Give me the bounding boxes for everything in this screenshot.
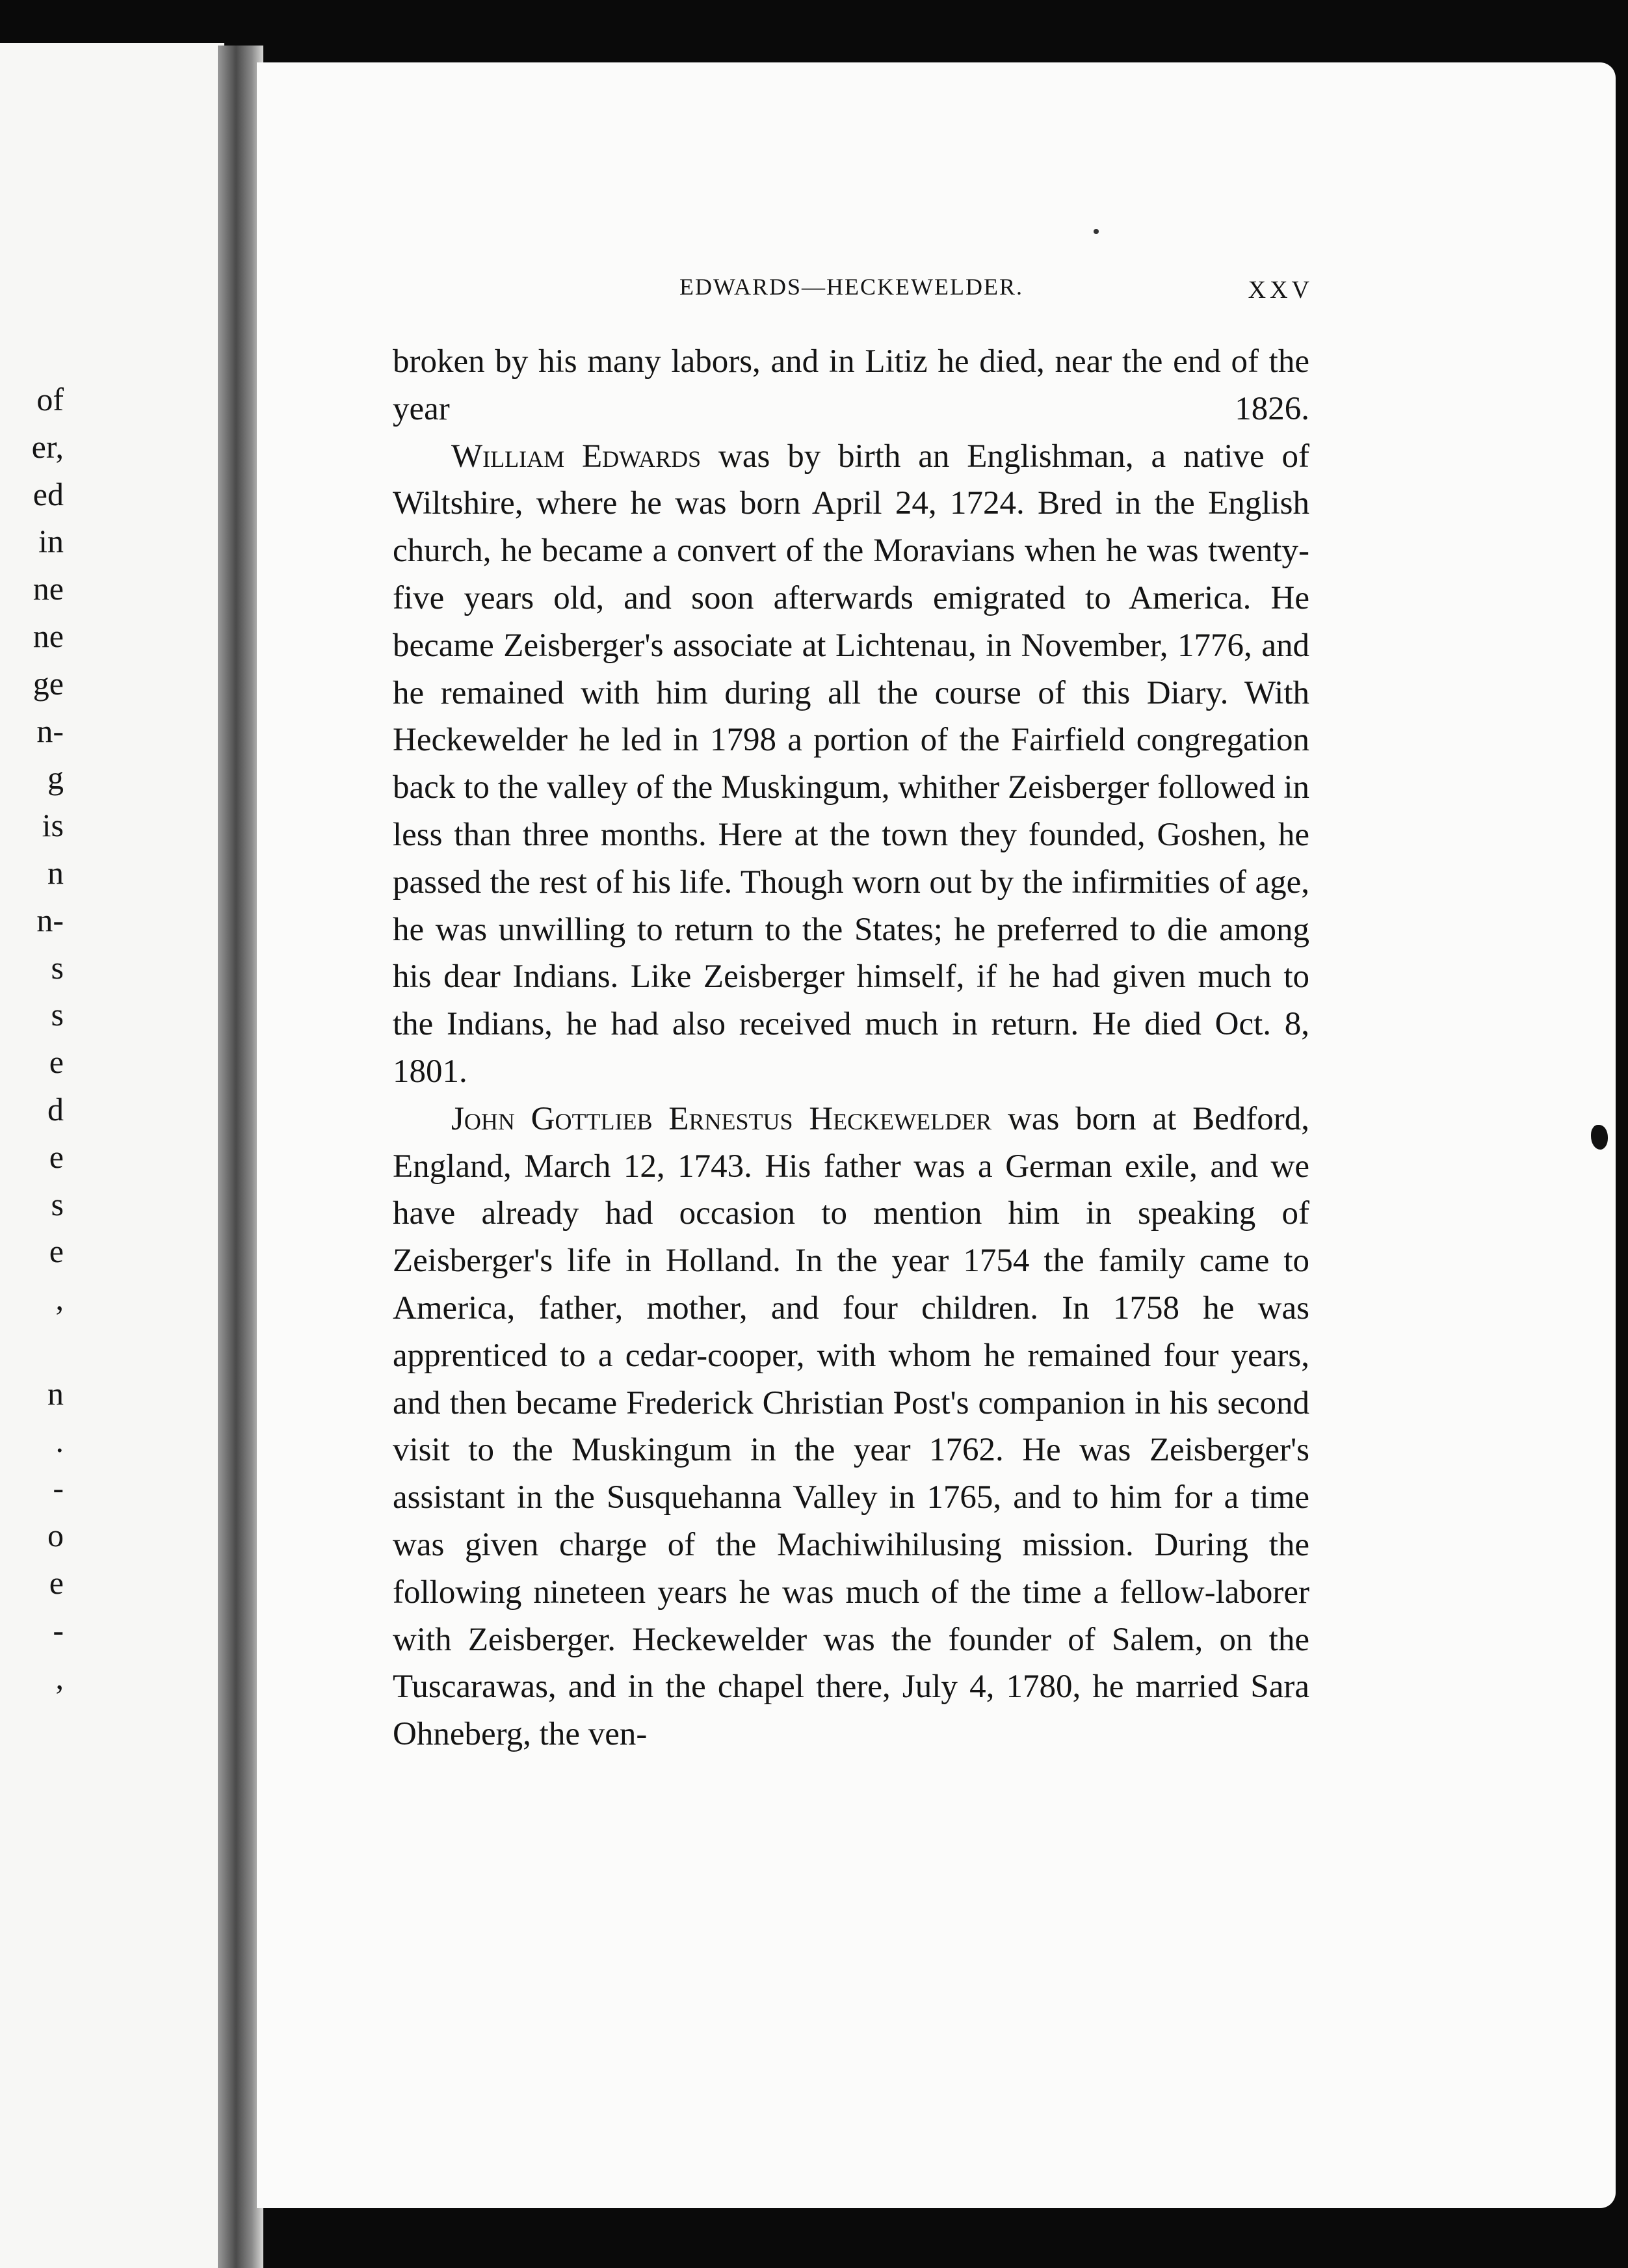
left-page-fragment: ge [33, 665, 64, 702]
page-number: XXV [1248, 276, 1313, 304]
paragraph-heckewelder [393, 1096, 1309, 1758]
left-page-fragment: d [47, 1090, 64, 1127]
left-page-fragment: - [53, 1611, 64, 1648]
left-page-fragment: ne [33, 570, 64, 607]
left-page-fragment: ne [33, 617, 64, 654]
left-page-fragment: o [47, 1517, 64, 1554]
left-page-fragment: s [51, 1185, 64, 1222]
paragraph-text: broken by his many labors, and in Litiz he died, near the end of the year 1826. [393, 343, 1309, 427]
paragraph-william-edwards [393, 433, 1309, 1096]
left-page-fragment [0, 1323, 64, 1370]
left-page-fragment: n [47, 854, 64, 891]
left-page-fragment: e [49, 1564, 64, 1601]
left-page-fragment: n- [36, 901, 64, 938]
page-header [390, 273, 1313, 312]
margin-ink-blot [1591, 1125, 1608, 1150]
left-page-fragment: - [53, 1470, 64, 1507]
person-name: John Gottlieb Ernestus Heckewelder [451, 1100, 992, 1137]
body-text [393, 338, 1309, 1758]
left-page-fragment: is [42, 807, 64, 844]
paragraph-text: was born at Bedford, England, March 12, 1743. His father was a German exile, and we have already had occasion to mention him in speaking of Zeisberger's life in Holland. In the year 1754 the family came to America, father, mother, and four children. In 1758 he was apprenticed to a cedar-cooper, with whom he remained four years, and then became Frederick Christian Post's companion in his second visit to the Muskingum in the year 1762. He was Zeisberger's assistant in the Susquehanna Valley in 1765, and to him for a time was given charge of the Machiwihilusing mission. During the following nineteen years he was much of the time a fellow-laborer with Zeisberger. Heckewelder was the founder of Salem, on the Tuscarawas, and in the chapel there, July 4, 1780, he married Sara Ohneberg, the ven- [393, 1100, 1309, 1753]
left-page-fragment: ed [33, 475, 64, 512]
left-page-fragment: e [49, 1233, 64, 1270]
left-page [0, 43, 224, 2268]
person-name: William Edwards [451, 438, 702, 475]
running-head: EDWARDS—HECKEWELDER. [679, 274, 1023, 300]
left-page-fragment: e [49, 1044, 64, 1081]
left-page-fragment: in [38, 523, 64, 560]
paragraph-continuation [393, 338, 1309, 433]
stray-ink-dot [1094, 229, 1099, 234]
left-page-fragment: s [51, 996, 64, 1033]
left-page-fragment: n- [36, 712, 64, 749]
paragraph-text: was by birth an Englishman, a native of Wiltshire, where he was born April 24, 1724. Bred in the English church, he became a convert of the Moravians when he was twenty-five years old, and soon afterwards emigrated to America. He became Zeisberger's associate at Lichtenau, in November, 1776, and he remained with him during all the course of this Diary. With Heckewelder he led in 1798 a portion of the Fairfield congregation back to the valley of the Muskingum, whither Zeisberger followed in less than three months. Here at the town they founded, Goshen, he passed the rest of his life. Though worn out by the infirmities of age, he was unwilling to return to the States; he preferred to die among his dear Indians. Like Zeisberger himself, if he had given much to the Indians, he had also received much in return. He died Oct. 8, 1801. [393, 438, 1309, 1090]
left-page-fragment: . [55, 1422, 64, 1459]
left-page-fragment: g [47, 759, 64, 797]
left-page-fragment: , [55, 1280, 64, 1317]
left-page-fragment: e [49, 1138, 64, 1175]
left-page-line-fragments [0, 376, 65, 1701]
left-page-fragment: er, [31, 428, 64, 465]
left-page-fragment: , [55, 1659, 64, 1696]
left-page-fragment: n [47, 1375, 64, 1412]
left-page-fragment: s [51, 949, 64, 986]
left-page-fragment: of [36, 381, 64, 417]
